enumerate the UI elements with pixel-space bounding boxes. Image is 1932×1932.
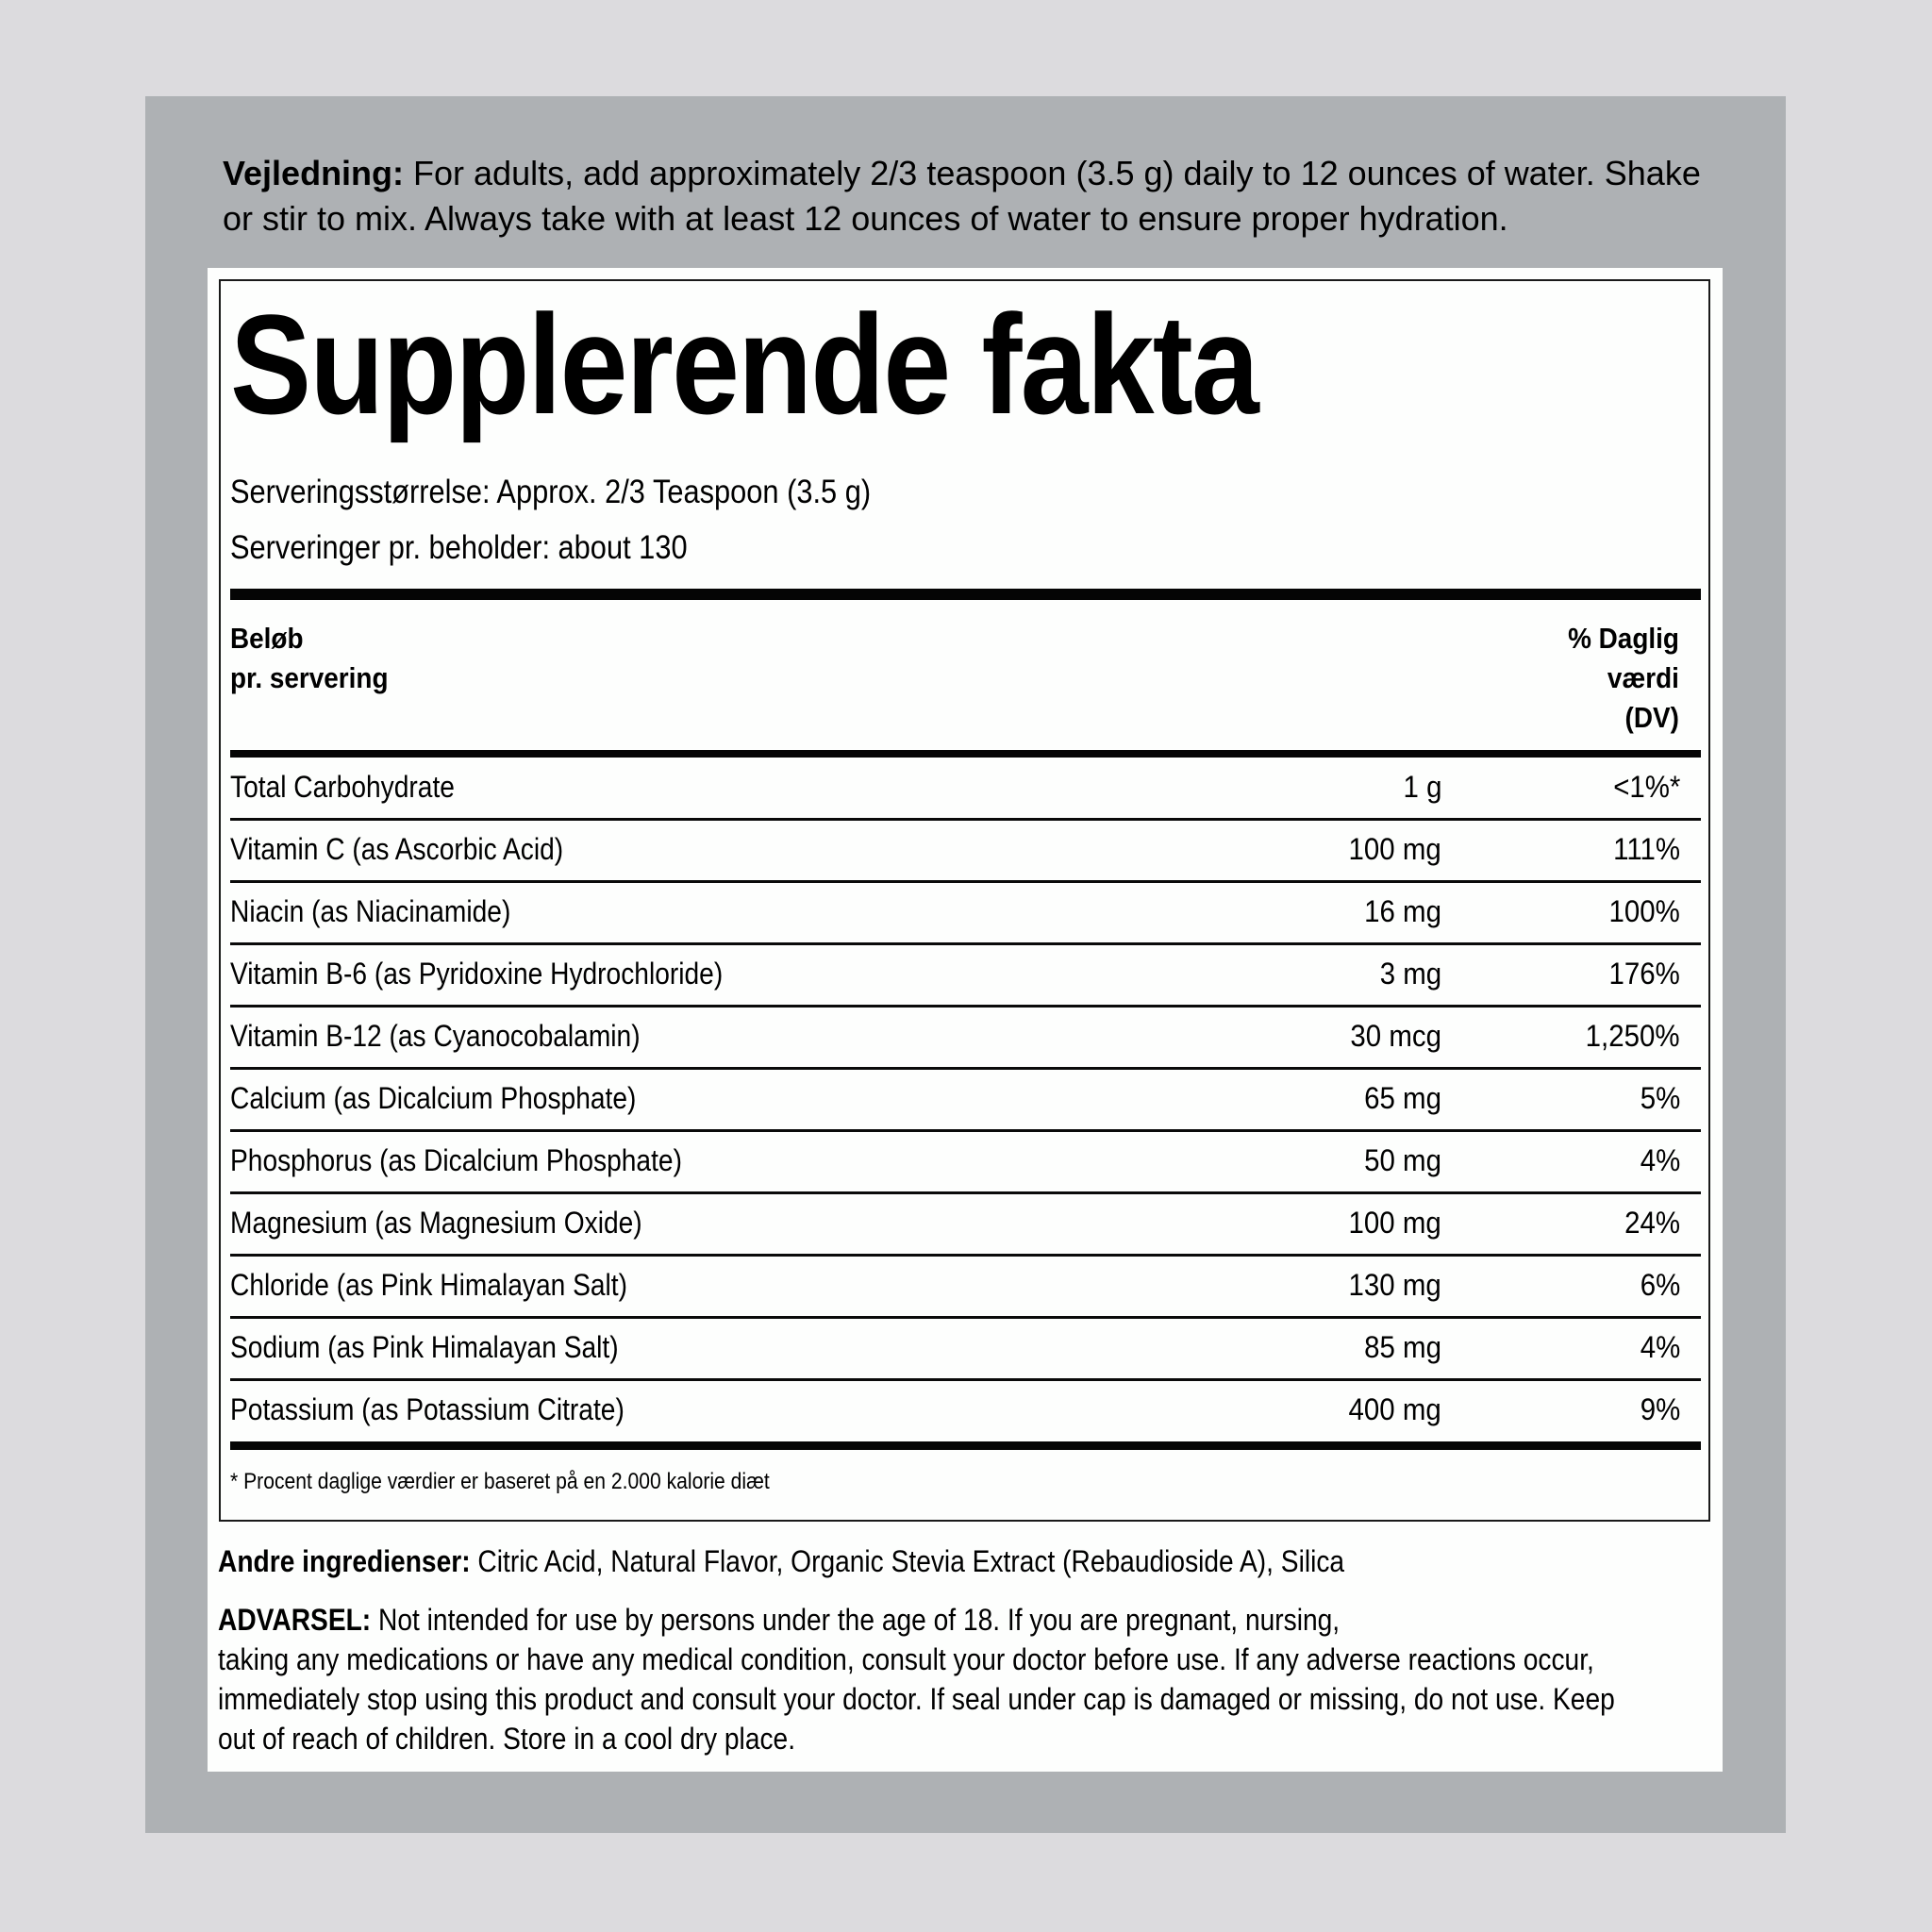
daily-value-header: [1568, 619, 1679, 738]
nutrient-name: Sodium (as Pink Himalayan Salt): [230, 1330, 619, 1364]
directions-text: [223, 151, 1713, 242]
ingredients-label: Andre ingredienser:: [218, 1544, 471, 1578]
nutrient-dv: 6%: [1640, 1268, 1680, 1302]
nutrient-name: Potassium (as Potassium Citrate): [230, 1392, 625, 1426]
servings-per-container: Serveringer pr. beholder: about 130: [230, 529, 688, 566]
table-row: [230, 1070, 1701, 1132]
warning-label: ADVARSEL:: [218, 1603, 372, 1637]
table-row: [230, 1008, 1701, 1070]
nutrient-name: Niacin (as Niacinamide): [230, 894, 511, 928]
nutrient-dv: 111%: [1613, 832, 1680, 866]
warning-text: [218, 1600, 1695, 1758]
nutrient-amount: 400 mg: [1348, 1392, 1441, 1426]
directions-body: For adults, add approximately 2/3 teaspoon (3.5 g) daily to 12 ounces of water. Shake or stir to mix. Always take with at least 12 ounces of water to ensure proper hydration.: [223, 154, 1701, 238]
table-row: [230, 1319, 1701, 1381]
nutrient-dv: 4%: [1640, 1143, 1680, 1177]
nutrient-amount: 85 mg: [1364, 1330, 1441, 1364]
header-left-line-2: pr. servering: [230, 661, 389, 694]
serving-size: Serveringsstørrelse: Approx. 2/3 Teaspoon (3.5 g): [230, 474, 872, 510]
nutrient-name: Vitamin B-6 (as Pyridoxine Hydrochloride): [230, 957, 724, 991]
nutrient-name: Calcium (as Dicalcium Phosphate): [230, 1081, 637, 1115]
nutrient-name: Phosphorus (as Dicalcium Phosphate): [230, 1143, 682, 1177]
other-ingredients: [218, 1541, 1344, 1581]
header-right-line-1: % Daglig: [1568, 622, 1679, 655]
nutrient-name: Magnesium (as Magnesium Oxide): [230, 1206, 642, 1240]
nutrient-dv: 9%: [1640, 1392, 1680, 1426]
divider-medium: [230, 750, 1701, 758]
nutrient-dv: 5%: [1640, 1081, 1680, 1115]
nutrient-dv: 4%: [1640, 1330, 1680, 1364]
directions-label: Vejledning:: [223, 154, 405, 192]
nutrient-amount: 100 mg: [1348, 1206, 1441, 1240]
nutrient-table: [230, 758, 1701, 1443]
table-row: [230, 1132, 1701, 1194]
nutrient-name: Vitamin C (as Ascorbic Acid): [230, 832, 564, 866]
nutrient-dv: 24%: [1624, 1206, 1680, 1240]
divider-thick: [230, 589, 1701, 600]
warning-line-1-text: Not intended for use by persons under the age of 18. If you are pregnant, nursing,: [371, 1603, 1341, 1637]
nutrient-dv: 1,250%: [1586, 1019, 1680, 1053]
nutrient-amount: 1 g: [1403, 770, 1441, 804]
table-row: [230, 1381, 1701, 1443]
warning-line-2: taking any medications or have any medical condition, consult your doctor before use. If any adverse reactions occur,: [218, 1642, 1594, 1676]
table-row: [230, 945, 1701, 1008]
nutrient-amount: 30 mcg: [1350, 1019, 1441, 1053]
warning-line-1: [218, 1600, 1695, 1640]
nutrient-amount: 130 mg: [1348, 1268, 1441, 1302]
nutrient-name: Chloride (as Pink Himalayan Salt): [230, 1268, 627, 1302]
ingredients-list: Citric Acid, Natural Flavor, Organic Stevia Extract (Rebaudioside A), Silica: [470, 1544, 1345, 1578]
daily-value-footnote: * Procent daglige værdier er baseret på en 2.000 kalorie diæt: [230, 1469, 770, 1494]
page-title: Supplerende fakta: [230, 285, 1258, 443]
warning-line-3: immediately stop using this product and consult your doctor. If seal under cap is damaged or missing, do not use. Keep: [218, 1682, 1615, 1716]
table-row: [230, 821, 1701, 883]
nutrient-dv: 100%: [1608, 894, 1680, 928]
nutrient-name: Total Carbohydrate: [230, 770, 455, 804]
table-row: [230, 1257, 1701, 1319]
nutrient-amount: 65 mg: [1364, 1081, 1441, 1115]
table-row: [230, 883, 1701, 945]
nutrient-dv: <1%*: [1612, 770, 1680, 804]
header-left-line-1: Beløb: [230, 622, 304, 655]
nutrient-dv: 176%: [1608, 957, 1680, 991]
nutrient-amount: 16 mg: [1364, 894, 1441, 928]
nutrient-amount: 100 mg: [1348, 832, 1441, 866]
header-right-line-3: (DV): [1624, 701, 1679, 734]
table-row: [230, 1194, 1701, 1257]
warning-line-4: out of reach of children. Store in a cool dry place.: [218, 1722, 796, 1756]
nutrient-amount: 3 mg: [1379, 957, 1441, 991]
divider-bottom: [230, 1441, 1701, 1450]
table-row: [230, 758, 1701, 821]
header-right-line-2: værdi: [1607, 661, 1679, 694]
amount-per-serving-header: [230, 619, 388, 698]
nutrient-name: Vitamin B-12 (as Cyanocobalamin): [230, 1019, 641, 1053]
nutrient-amount: 50 mg: [1364, 1143, 1441, 1177]
